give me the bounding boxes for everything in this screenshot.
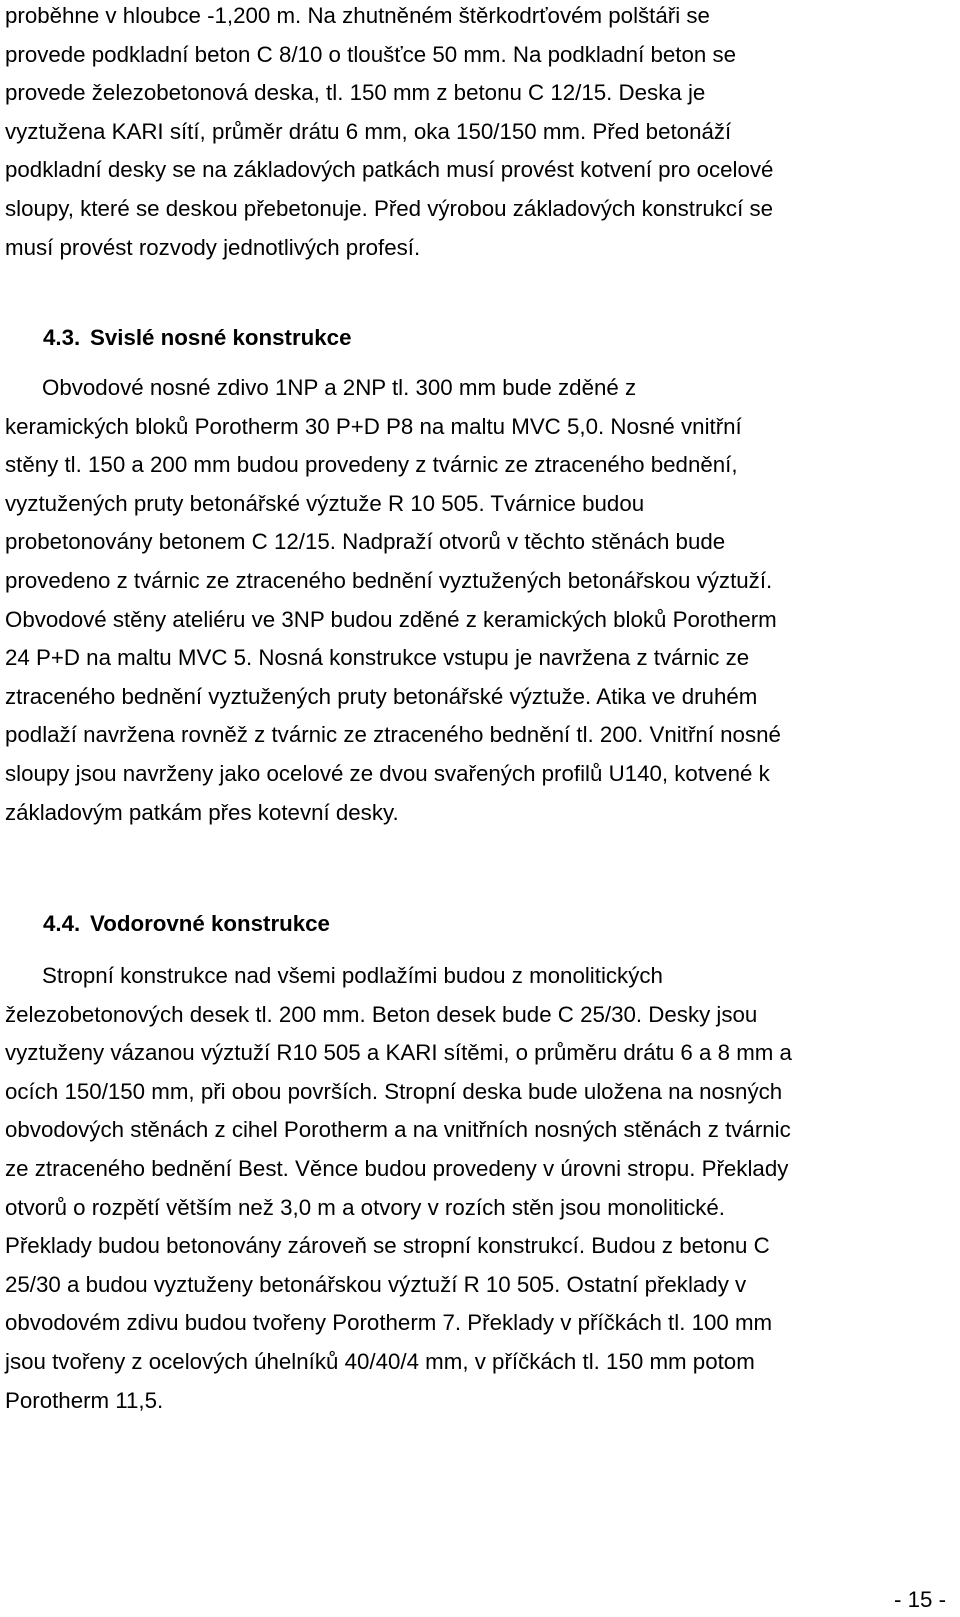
paragraph-line: stěny tl. 150 a 200 mm budou provedeny z tvárnic ze ztraceného bednění,	[5, 452, 738, 478]
page-number: - 15 -	[893, 1587, 946, 1612]
paragraph-line: ztraceného bednění vyztužených pruty betonářské výztuže. Atika ve druhém	[5, 683, 758, 709]
section-heading-4-4	[43, 909, 330, 939]
section-title: Svislé nosné konstrukce	[90, 325, 352, 350]
intro-paragraph	[5, 0, 940, 267]
paragraph-line: jsou tvořeny z ocelových úhelníků 40/40/4 mm, v příčkách tl. 150 mm potom	[5, 1348, 755, 1374]
paragraph-line: Porotherm 11,5.	[5, 1387, 164, 1413]
paragraph-line: železobetonových desek tl. 200 mm. Beton desek bude C 25/30. Desky jsou	[5, 1001, 758, 1027]
paragraph-line: vyztuženy vázanou výztuží R10 505 a KARI sítěmi, o průměru drátu 6 a 8 mm a	[5, 1040, 792, 1066]
paragraph-line: keramických bloků Porotherm 30 P+D P8 na maltu MVC 5,0. Nosné vnitřní	[5, 413, 742, 439]
paragraph-line: základovým patkám přes kotevní desky.	[5, 799, 399, 825]
paragraph-line: Překlady budou betonovány zároveň se stropní konstrukcí. Budou z betonu C	[5, 1233, 770, 1259]
paragraph-line: ze ztraceného bednění Best. Věnce budou provedeny v úrovni stropu. Překlady	[5, 1155, 789, 1181]
paragraph-line: Obvodové stěny ateliéru ve 3NP budou zděné z keramických bloků Porotherm	[5, 606, 777, 632]
paragraph-line: Stropní konstrukce nad všemi podlažími budou z monolitických	[42, 963, 663, 988]
paragraph-line: vyztužena KARI sítí, průměr drátu 6 mm, oka 150/150 mm. Před betonáží	[5, 118, 732, 144]
paragraph-line: provedeno z tvárnic ze ztraceného bednění vyztužených betonářskou výztuží.	[5, 567, 773, 593]
paragraph-line: Obvodové nosné zdivo 1NP a 2NP tl. 300 mm bude zděné z	[42, 375, 637, 400]
paragraph-line: proběhne v hloubce -1,200 m. Na zhutněném štěrkodrťovém polštáři se	[5, 3, 710, 28]
paragraph-line: provede železobetonová deska, tl. 150 mm z betonu C 12/15. Deska je	[5, 80, 706, 106]
section-4-4-paragraph	[5, 957, 940, 1420]
paragraph-line: podlaží navržena rovněž z tvárnic ze ztraceného bednění tl. 200. Vnitřní nosné	[5, 722, 781, 748]
section-heading-4-3	[43, 323, 351, 353]
paragraph-line: sloupy, které se deskou přebetonuje. Před výrobou základových konstrukcí se	[5, 195, 774, 221]
paragraph-line: vyztužených pruty betonářské výztuže R 10 505. Tvárnice budou	[5, 490, 645, 516]
paragraph-line: ocích 150/150 mm, při obou površích. Stropní deska bude uložena na nosných	[5, 1078, 783, 1104]
section-4-3-paragraph	[5, 369, 940, 832]
section-number: 4.3.	[43, 325, 81, 350]
paragraph-line: otvorů o rozpětí větším než 3,0 m a otvory v rozích stěn jsou monolitické.	[5, 1194, 725, 1220]
paragraph-line: musí provést rozvody jednotlivých profesí.	[5, 234, 421, 260]
paragraph-line: podkladní desky se na základových patkách musí provést kotvení pro ocelové	[5, 157, 774, 183]
paragraph-line: sloupy jsou navrženy jako ocelové ze dvou svařených profilů U140, kotvené k	[5, 760, 770, 786]
paragraph-line: 24 P+D na maltu MVC 5. Nosná konstrukce vstupu je navržena z tvárnic ze	[5, 645, 750, 671]
section-number: 4.4.	[43, 911, 81, 936]
paragraph-line: 25/30 a budou vyztuženy betonářskou výztuží R 10 505. Ostatní překlady v	[5, 1271, 747, 1297]
paragraph-line: provede podkladní beton C 8/10 o tloušťce 50 mm. Na podkladní beton se	[5, 41, 737, 67]
paragraph-line: obvodovém zdivu budou tvořeny Porotherm 7. Překlady v příčkách tl. 100 mm	[5, 1310, 773, 1336]
paragraph-line: obvodových stěnách z cihel Porotherm a na vnitřních nosných stěnách z tvárnic	[5, 1117, 791, 1143]
section-title: Vodorovné konstrukce	[90, 911, 330, 936]
paragraph-line: probetonovány betonem C 12/15. Nadpraží otvorů v těchto stěnách bude	[5, 529, 726, 555]
